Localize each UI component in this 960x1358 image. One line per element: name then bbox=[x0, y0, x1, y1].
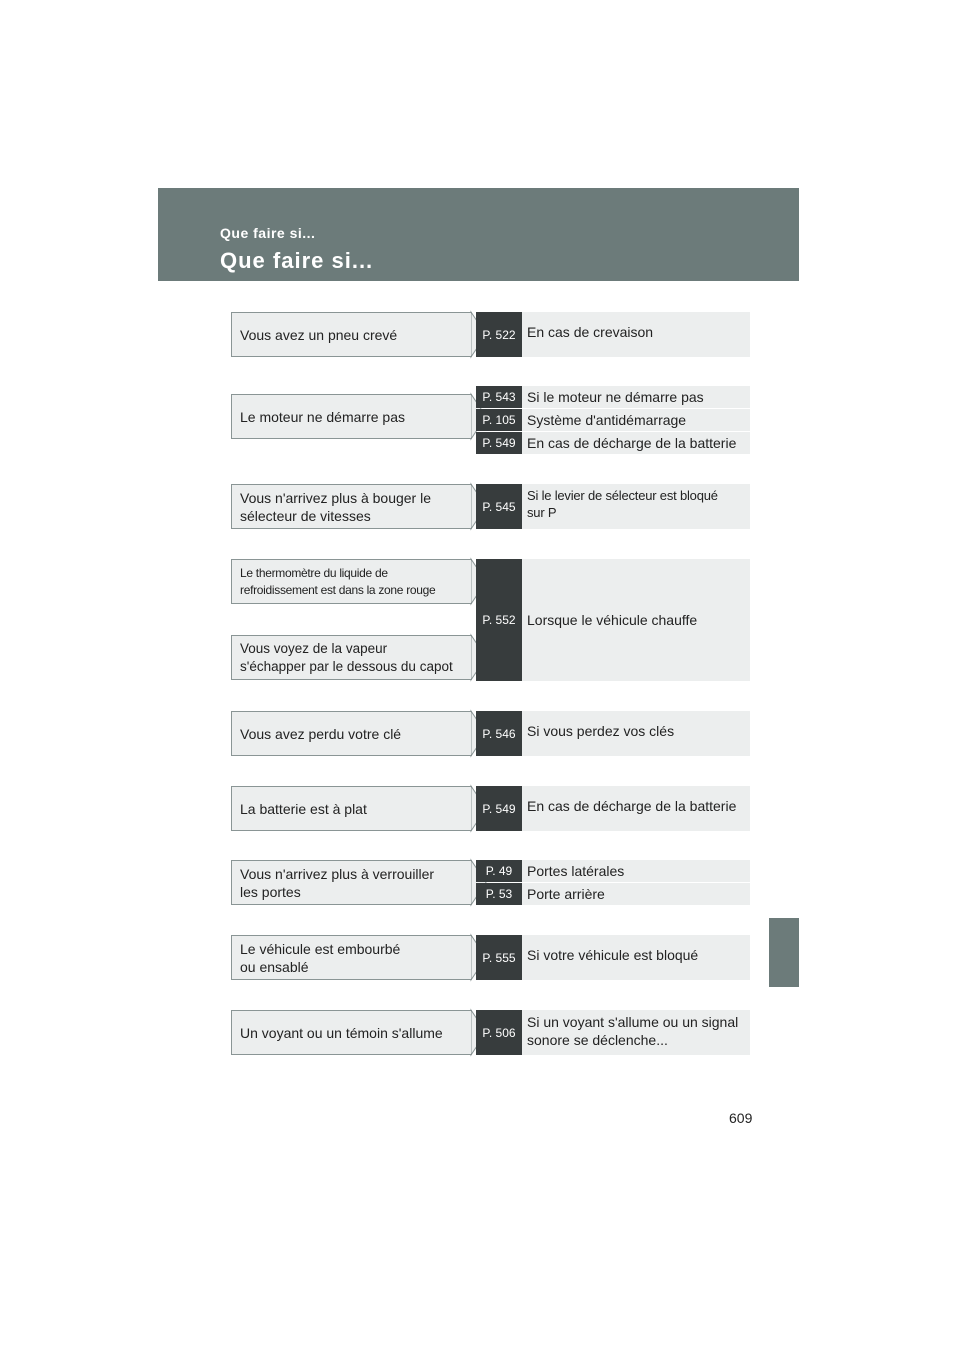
page-ref[interactable]: P. 545 bbox=[476, 484, 522, 529]
problem-label: Le moteur ne démarre pas bbox=[240, 408, 405, 425]
solution-text: En cas de décharge de la batterie bbox=[522, 786, 750, 831]
problem-label: Vous n'arrivez plus à bouger le sélecteur de vitesses bbox=[240, 489, 432, 524]
page-ref[interactable]: P. 53 bbox=[476, 883, 522, 905]
problem-battery bbox=[231, 786, 472, 831]
solution-text: Si vous perdez vos clés bbox=[522, 711, 750, 756]
section-title: Que faire si... bbox=[220, 248, 374, 273]
page-ref[interactable]: P. 552 bbox=[476, 559, 522, 681]
solution-text: Portes latérales bbox=[522, 860, 750, 882]
solution-text: Si un voyant s'allume ou un signal sonore se déclenche... bbox=[522, 1010, 750, 1055]
page-ref[interactable]: P. 549 bbox=[476, 786, 522, 831]
page-ref[interactable]: P. 506 bbox=[476, 1010, 522, 1055]
section-subtitle: Que faire si... bbox=[220, 225, 316, 241]
solution-text: En cas de crevaison bbox=[522, 312, 750, 357]
page-number: 609 bbox=[729, 1110, 753, 1126]
page-ref[interactable]: P. 546 bbox=[476, 711, 522, 756]
problem-steam bbox=[231, 635, 472, 680]
page-ref[interactable]: P. 555 bbox=[476, 935, 522, 980]
solution-text: Système d'antidémarrage bbox=[522, 409, 750, 431]
problem-label: La batterie est à plat bbox=[240, 800, 367, 817]
page-ref[interactable]: P. 49 bbox=[476, 860, 522, 882]
solution-text: Porte arrière bbox=[522, 883, 750, 905]
problem-flat-tire bbox=[231, 312, 472, 357]
solution-text: Si le moteur ne démarre pas bbox=[522, 386, 750, 408]
problem-door-lock bbox=[231, 860, 472, 905]
problem-stuck-vehicle bbox=[231, 935, 472, 980]
problem-label: Le véhicule est embourbé ou ensablé bbox=[240, 940, 401, 975]
problem-label: Vous avez un pneu crevé bbox=[240, 326, 398, 343]
problem-shift-lever bbox=[231, 484, 472, 529]
problem-label: Vous n'arrivez plus à verrouiller les portes bbox=[240, 865, 435, 900]
chapter-tab bbox=[769, 918, 799, 987]
problem-lost-key bbox=[231, 711, 472, 756]
problem-label: Vous avez perdu votre clé bbox=[240, 725, 402, 742]
problem-engine-no-start bbox=[231, 394, 472, 439]
solution-text: Si votre véhicule est bloqué bbox=[522, 935, 750, 980]
solution-text: En cas de décharge de la batterie bbox=[522, 432, 750, 454]
page-ref[interactable]: P. 522 bbox=[476, 312, 522, 357]
problem-label: Un voyant ou un témoin s'allume bbox=[240, 1024, 443, 1041]
problem-coolant-temperature bbox=[231, 559, 472, 604]
problem-label: Le thermomètre du liquide de refroidissement est dans la zone rouge bbox=[240, 565, 436, 597]
page-ref[interactable]: P. 105 bbox=[476, 409, 522, 431]
solution-text: Lorsque le véhicule chauffe bbox=[522, 559, 750, 681]
problem-warning-light bbox=[231, 1010, 472, 1055]
section-header bbox=[158, 188, 799, 281]
problem-label: Vous voyez de la vapeur s'échapper par le dessous du capot bbox=[240, 640, 453, 674]
page-ref[interactable]: P. 543 bbox=[476, 386, 522, 408]
page-ref[interactable]: P. 549 bbox=[476, 432, 522, 454]
solution-text: Si le levier de sélecteur est bloqué sur P bbox=[522, 484, 750, 529]
